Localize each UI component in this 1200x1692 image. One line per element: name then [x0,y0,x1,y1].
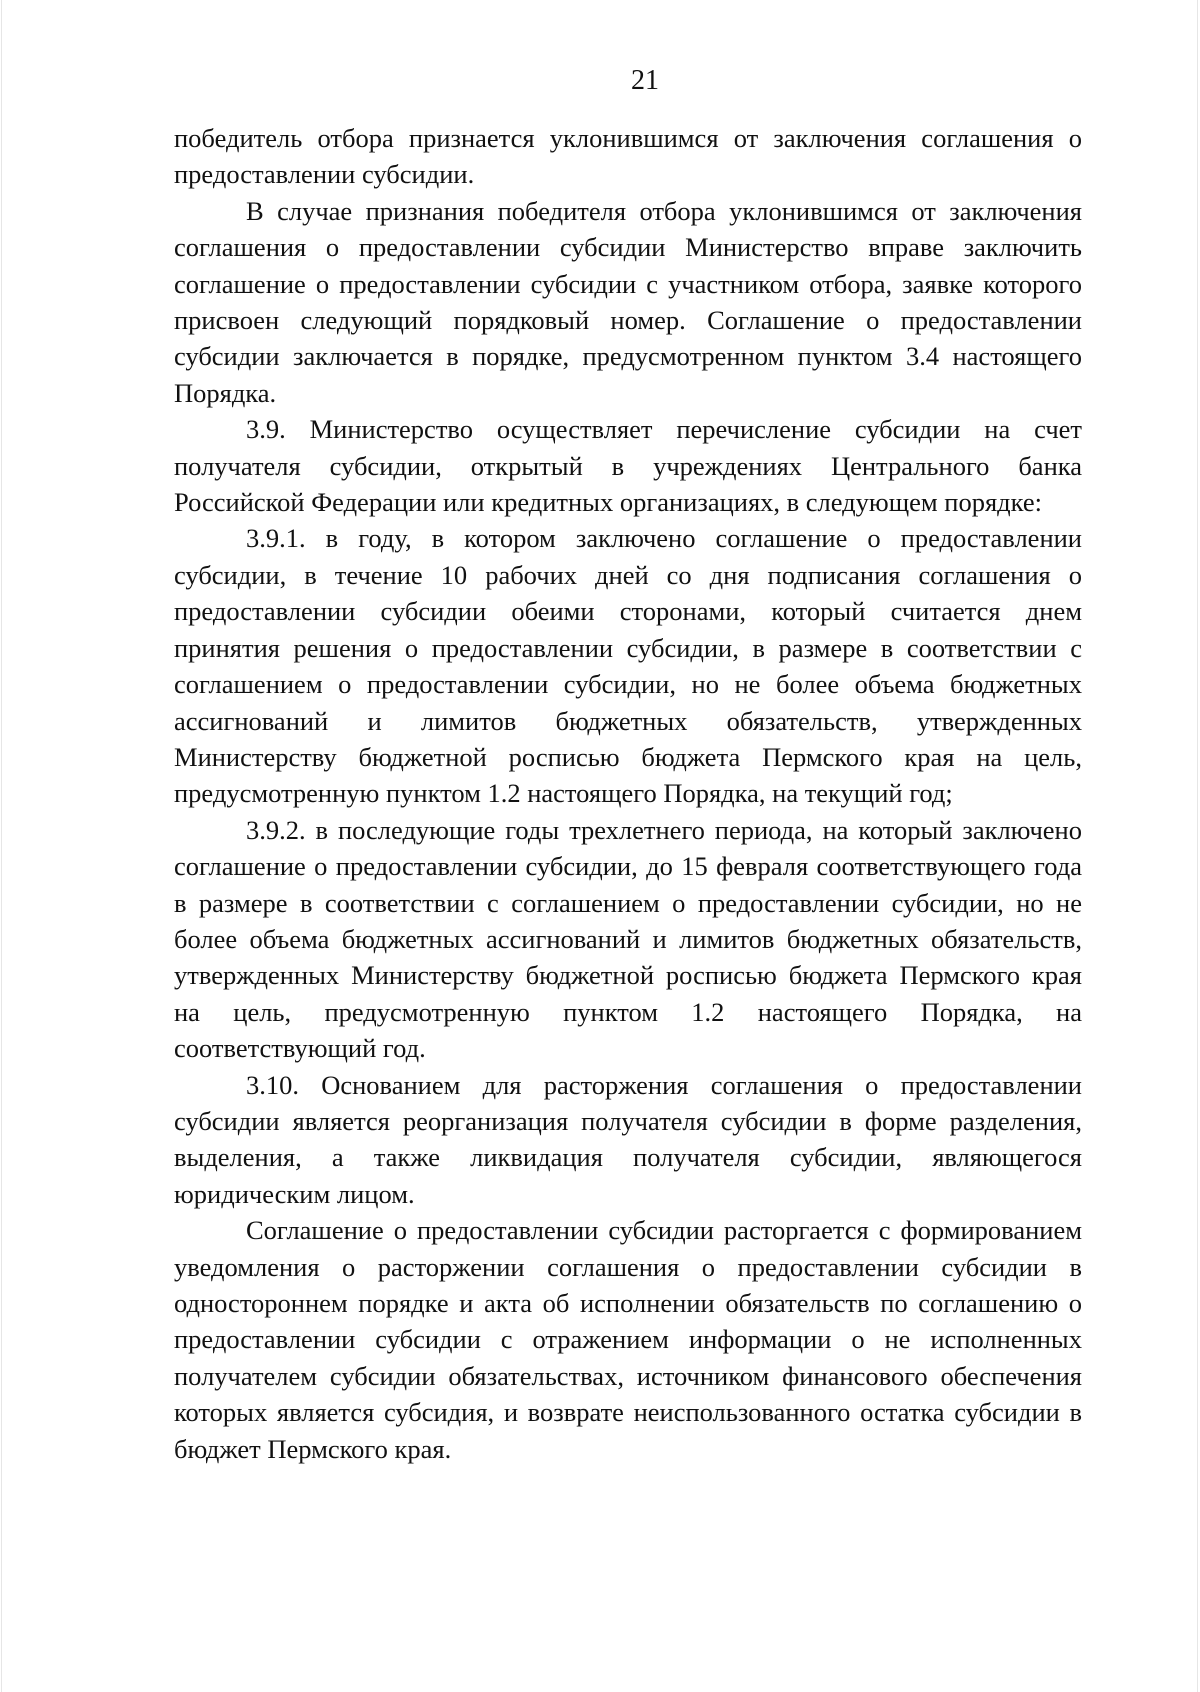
scan-edge-right [1197,0,1198,1692]
page-number: 21 [631,65,659,96]
paragraph-3-9-1: 3.9.1. в году, в котором заключено соглашение о предоставлении субсидии, в течение 10 рабочих дней со дня подписания соглашения о предоставлении субсидии обеими сторонами, который считается днем принятия решения о предоставлении субсидии, в размере в соответствии с соглашением о предоставлении субсидии, но не более объема бюджетных ассигнований и лимитов бюджетных обязательств, утвержденных Министерству бюджетной росписью бюджета Пермского края на цель, предусмотренную пунктом 1.2 настоящего Порядка, на текущий год; [174,523,1082,809]
paragraph-evasion-case: В случае признания победителя отбора уклонившимся от заключения соглашения о предоставлении субсидии Министерство вправе заключить соглашение о предоставлении субсидии с участником отбора, заявке которого присвоен следующий порядковый номер. Соглашение о предоставлении субсидии заключается в порядке, предусмотренном пунктом 3.4 настоящего Порядка. [174,195,1082,408]
paragraph-3-9-2: 3.9.2. в последующие годы трехлетнего периода, на который заключено соглашение о предоставлении субсидии, до 15 февраля соответствующего года в размере в соответствии с соглашением о предоставлении субсидии, но не более объема бюджетных ассигнований и лимитов бюджетных обязательств, утвержденных Министерству бюджетной росписью бюджета Пермского края на цель, предусмотренную пунктом 1.2 настоящего Порядка, на соответствующий год. [174,814,1082,1064]
paragraph-termination: Соглашение о предоставлении субсидии расторгается с формированием уведомления о расторжении соглашения о предоставлении субсидии в одностороннем порядке и акта об исполнении обязательств по соглашению о предоставлении субсидии с отражением информации о не исполненных получателем субсидии обязательствах, источником финансового обеспечения которых является субсидия, и возврате неиспользованного остатка субсидии в бюджет Пермского края. [174,1215,1082,1464]
paragraph-3-10: 3.10. Основанием для расторжения соглашения о предоставлении субсидии является реорганизация получателя субсидии в форме разделения, выделения, а также ликвидация получателя субсидии, являющегося юридическим лицом. [174,1069,1082,1209]
paragraph-3-9: 3.9. Министерство осуществляет перечисление субсидии на счет получателя субсидии, открытый в учреждениях Центрального банка Российской Федерации или кредитных организациях, в следующем порядке: [174,414,1082,518]
paragraph-continuation: победитель отбора признается уклонившимся от заключения соглашения о предоставлении субсидии. [174,123,1082,190]
document-body [174,120,1082,1467]
scan-edge-left [1,0,2,1692]
